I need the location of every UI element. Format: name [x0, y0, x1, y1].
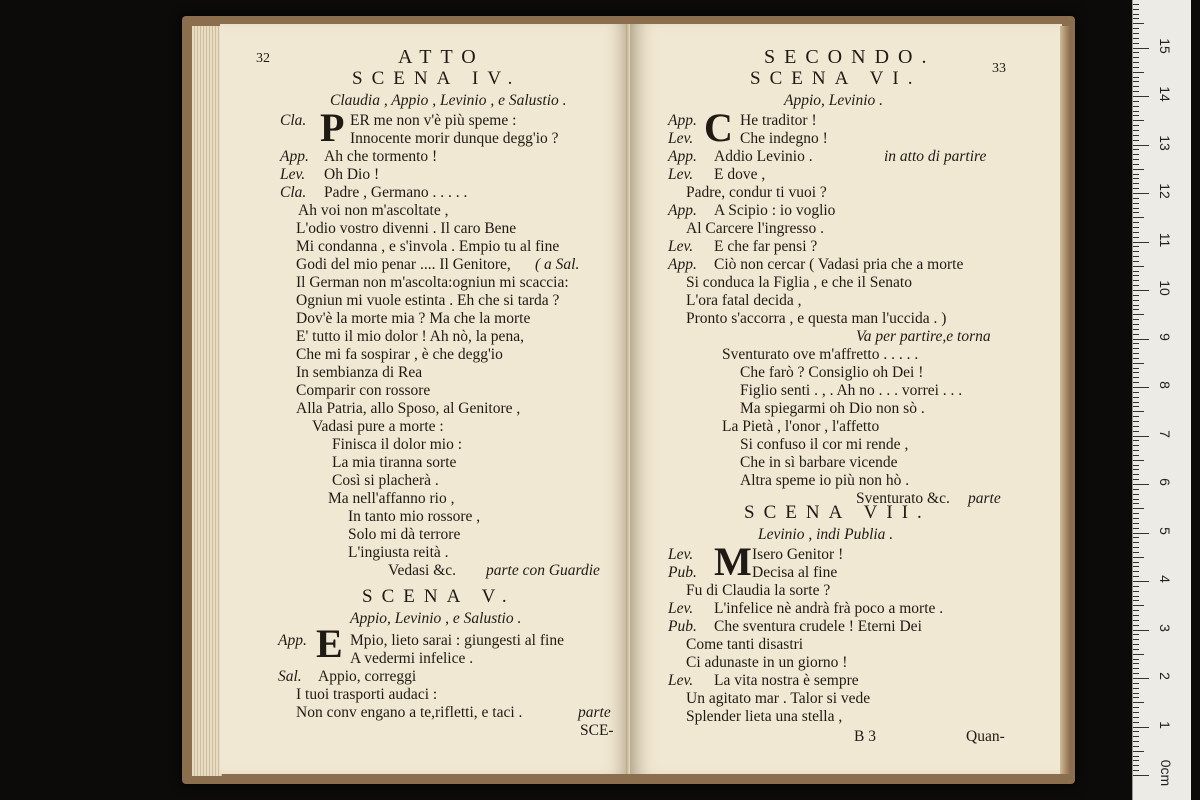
running-head: SECONDO. — [764, 46, 936, 68]
ruler-tick — [1133, 81, 1139, 82]
verse-line: Padre , Germano . . . . . — [324, 184, 468, 201]
verse-line: L'ora fatal decida , — [686, 292, 802, 309]
drop-cap: C — [704, 105, 733, 150]
ruler-tick — [1133, 101, 1139, 102]
ruler-tick — [1133, 271, 1139, 272]
ruler-tick — [1133, 562, 1139, 563]
ruler-tick — [1133, 353, 1139, 354]
ruler-tick — [1133, 620, 1139, 621]
ruler-tick — [1133, 411, 1144, 412]
ruler-tick — [1133, 339, 1149, 340]
ruler-tick — [1133, 693, 1139, 694]
ruler-tick — [1133, 402, 1139, 403]
ruler-tick — [1133, 169, 1144, 170]
ruler-tick — [1133, 222, 1139, 223]
verse-line: Che mi fa sospirar , è che degg'io — [296, 346, 503, 363]
ruler-tick — [1133, 67, 1139, 68]
catchword: Quan- — [966, 728, 1005, 745]
ruler-tick — [1133, 242, 1149, 243]
ruler-tick — [1133, 43, 1139, 44]
ruler-tick — [1133, 392, 1139, 393]
verse-line: Splender lieta una stella , — [686, 708, 843, 725]
ruler-tick — [1133, 431, 1139, 432]
ruler-tick — [1133, 465, 1139, 466]
verse-line: Isero Genitor ! — [752, 546, 844, 563]
ruler-tick — [1133, 649, 1139, 650]
verse-line: Che sventura crudele ! Eterni Dei — [714, 618, 922, 635]
verse-line: Sventurato ove m'affretto . . . . . — [722, 346, 919, 363]
verse-line: Così si placherà . — [332, 472, 439, 489]
verse-line: Ma spiegarmi oh Dio non sò . — [740, 400, 925, 417]
ruler-tick — [1133, 33, 1139, 34]
speaker: Lev. — [668, 600, 694, 617]
ruler-tick — [1133, 208, 1139, 209]
ruler-tick — [1133, 174, 1139, 175]
ruler-tick — [1133, 23, 1144, 24]
ruler-tick — [1133, 450, 1139, 451]
ruler-tick — [1133, 237, 1139, 238]
ruler-tick — [1133, 644, 1139, 645]
verse-line: Si confuso il cor mi rende , — [740, 436, 909, 453]
ruler-tick — [1133, 479, 1139, 480]
ruler-tick — [1133, 14, 1139, 15]
ruler-tick — [1133, 154, 1139, 155]
ruler-tick — [1133, 731, 1139, 732]
ruler-tick — [1133, 503, 1139, 504]
ruler-tick — [1133, 372, 1139, 373]
ruler-tick — [1133, 343, 1139, 344]
verse-line: Comparir con rossore — [296, 382, 431, 399]
ruler-tick — [1133, 314, 1144, 315]
verse-line: Che in sì barbare vicende — [740, 454, 898, 471]
right-page — [630, 24, 1062, 774]
ruler-tick — [1133, 770, 1139, 771]
verse-line: Alla Patria, allo Sposo, al Genitore , — [296, 400, 521, 417]
verse-line: Ci adunaste in un giorno ! — [686, 654, 848, 671]
speaker: Lev. — [668, 546, 694, 563]
ruler-tick — [1133, 746, 1139, 747]
scene-characters: Appio, Levinio . — [784, 92, 884, 109]
verse-line: He traditor ! — [740, 112, 817, 129]
ruler-tick — [1133, 440, 1139, 441]
verse-line: Ma nell'affanno rio , — [328, 490, 455, 507]
ruler-tick — [1133, 426, 1139, 427]
ruler-tick — [1133, 329, 1139, 330]
ruler-tick — [1133, 557, 1144, 558]
ruler-number: 0cm — [1158, 759, 1174, 787]
ruler-tick — [1133, 96, 1149, 97]
ruler-tick — [1133, 547, 1139, 548]
ruler-tick — [1133, 309, 1139, 310]
ruler-number: 9 — [1157, 332, 1173, 341]
verse-line: Fu di Claudia la sorte ? — [686, 582, 831, 599]
ruler-tick — [1133, 775, 1149, 776]
ruler-tick — [1133, 397, 1139, 398]
ruler-tick — [1133, 421, 1139, 422]
verse-line: Il German non m'ascolta:ogniun mi scaccia: — [296, 274, 569, 291]
scene-title: SCENA VII. — [744, 502, 931, 523]
scene-characters: Appio, Levinio , e Salustio . — [350, 610, 522, 627]
ruler-tick — [1133, 130, 1139, 131]
stage-direction: parte con Guardie — [486, 562, 600, 579]
ruler-tick — [1133, 382, 1139, 383]
speaker: App. — [668, 202, 697, 219]
verse-line: E che far pensi ? — [714, 238, 818, 255]
verse-line: Si conduca la Figlia , e che il Senato — [686, 274, 912, 291]
speaker: Pub. — [668, 564, 697, 581]
verse-line: Sventurato &c. — [856, 490, 950, 507]
ruler-tick — [1133, 571, 1139, 572]
verse-line: Al Carcere l'ingresso . — [686, 220, 824, 237]
ruler-tick — [1133, 120, 1144, 121]
ruler-tick — [1133, 387, 1149, 388]
ruler-tick — [1133, 377, 1139, 378]
ruler-tick — [1133, 630, 1149, 631]
page-edges-right — [1060, 26, 1070, 774]
catchword: SCE- — [580, 722, 614, 739]
speaker: Cla. — [280, 112, 307, 129]
verse-line: A Scipio : io voglio — [714, 202, 836, 219]
ruler-tick — [1133, 518, 1139, 519]
ruler-tick — [1133, 135, 1139, 136]
verse-line: Padre, condur ti vuoi ? — [686, 184, 827, 201]
ruler-tick — [1133, 688, 1139, 689]
ruler-tick — [1133, 48, 1149, 49]
ruler-tick — [1133, 91, 1139, 92]
running-head: ATTO — [398, 46, 485, 68]
ruler-tick — [1133, 188, 1139, 189]
ruler-tick — [1133, 256, 1139, 257]
ruler-tick — [1133, 756, 1139, 757]
verse-line: Vadasi pure a morte : — [312, 418, 444, 435]
measurement-ruler — [1132, 0, 1191, 800]
ruler-tick — [1133, 736, 1139, 737]
ruler-tick — [1133, 203, 1139, 204]
verse-line: E dove , — [714, 166, 766, 183]
ruler-tick — [1133, 542, 1139, 543]
ruler-tick — [1133, 663, 1139, 664]
ruler-tick — [1133, 455, 1139, 456]
scene-title: SCENA IV. — [352, 68, 522, 89]
verse-line: La mia tiranna sorte — [332, 454, 457, 471]
verse-line: Ah voi non m'ascoltate , — [298, 202, 449, 219]
ruler-number: 2 — [1157, 672, 1173, 680]
ruler-tick — [1133, 363, 1144, 364]
ruler-tick — [1133, 86, 1139, 87]
ruler-number: 1 — [1157, 720, 1173, 729]
ruler-number: 11 — [1157, 232, 1173, 247]
ruler-tick — [1133, 566, 1139, 567]
ruler-tick — [1133, 52, 1139, 53]
ruler-tick — [1133, 678, 1149, 679]
verse-line: Solo mi dà terrore — [348, 526, 461, 543]
ruler-tick — [1133, 654, 1144, 655]
ruler-tick — [1133, 149, 1139, 150]
ruler-tick — [1133, 751, 1144, 752]
ruler-tick — [1133, 712, 1139, 713]
ruler-tick — [1133, 72, 1144, 73]
verse-line: Altra speme io più non hò . — [740, 472, 910, 489]
ruler-tick — [1133, 552, 1139, 553]
ruler-tick — [1133, 125, 1139, 126]
ruler-tick — [1133, 193, 1149, 194]
ruler-tick — [1133, 722, 1139, 723]
ruler-number: 12 — [1157, 183, 1173, 199]
ruler-tick — [1133, 717, 1139, 718]
ruler-number: 5 — [1157, 526, 1173, 535]
page-number: 32 — [256, 51, 270, 66]
verse-line: L'ingiusta reità . — [348, 544, 449, 561]
ruler-tick — [1133, 275, 1139, 276]
scene-characters: Claudia , Appio , Levinio , e Salustio . — [330, 92, 567, 109]
ruler-tick — [1133, 358, 1139, 359]
verse-line: Figlio senti . , . Ah no . . . vorrei . . . — [740, 382, 963, 399]
ruler-tick — [1133, 600, 1139, 601]
ruler-number: 10 — [1157, 280, 1173, 296]
ruler-tick — [1133, 668, 1139, 669]
ruler-tick — [1133, 741, 1139, 742]
ruler-tick — [1133, 232, 1139, 233]
speaker: App. — [668, 148, 697, 165]
ruler-tick — [1133, 77, 1139, 78]
ruler-tick — [1133, 494, 1139, 495]
verse-line: Mpio, lieto sarai : giungesti al fine — [350, 632, 564, 649]
stage-direction: ( a Sal. — [535, 256, 580, 273]
verse-line: Decisa al fine — [752, 564, 838, 581]
ruler-tick — [1133, 581, 1149, 582]
stage-direction: parte — [968, 490, 1001, 507]
verse-line: ER me non v'è più speme : — [350, 112, 517, 129]
scene-title: SCENA VI. — [750, 68, 922, 89]
ruler-tick — [1133, 460, 1144, 461]
verse-line: Finisca il dolor mio : — [332, 436, 463, 453]
speaker: Lev. — [668, 238, 694, 255]
ruler-tick — [1133, 145, 1149, 146]
speaker: App. — [278, 632, 307, 649]
ruler-tick — [1133, 57, 1139, 58]
ruler-tick — [1133, 659, 1139, 660]
ruler-tick — [1133, 164, 1139, 165]
verse-line: E' tutto il mio dolor ! Ah nò, la pena, — [296, 328, 524, 345]
verse-line: I tuoi trasporti audaci : — [296, 686, 438, 703]
ruler-tick — [1133, 436, 1149, 437]
left-page — [220, 24, 630, 774]
speaker: Lev. — [668, 166, 694, 183]
verse-line: Come tanti disastri — [686, 636, 804, 653]
ruler-tick — [1133, 198, 1139, 199]
verse-line: Vedasi &c. — [388, 562, 457, 579]
verse-line: La vita nostra è sempre — [714, 672, 859, 689]
stage-direction: parte — [578, 704, 611, 721]
ruler-tick — [1133, 683, 1139, 684]
ruler-tick — [1133, 499, 1139, 500]
ruler-tick — [1133, 217, 1144, 218]
ruler-tick — [1133, 484, 1149, 485]
ruler-tick — [1133, 285, 1139, 286]
ruler-number: 14 — [1157, 86, 1173, 102]
ruler-tick — [1133, 4, 1139, 5]
ruler-tick — [1133, 290, 1149, 291]
ruler-tick — [1133, 760, 1139, 761]
ruler-tick — [1133, 319, 1139, 320]
ruler-number: 6 — [1157, 478, 1173, 486]
verse-line: Addio Levinio . — [714, 148, 813, 165]
ruler-number: 8 — [1157, 381, 1173, 389]
ruler-tick — [1133, 348, 1139, 349]
ruler-tick — [1133, 508, 1144, 509]
ruler-tick — [1133, 523, 1139, 524]
verse-line: Un agitato mar . Talor si vede — [686, 690, 871, 707]
ruler-tick — [1133, 533, 1149, 534]
ruler-number: 15 — [1157, 37, 1173, 54]
ruler-tick — [1133, 183, 1139, 184]
ruler-tick — [1133, 212, 1139, 213]
verse-line: L'odio vostro divenni . Il caro Bene — [296, 220, 517, 237]
ruler-tick — [1133, 673, 1139, 674]
speaker: App. — [668, 112, 697, 129]
verse-line: Innocente morir dunque degg'io ? — [350, 130, 559, 147]
signature-mark: B 3 — [854, 728, 876, 745]
ruler-tick — [1133, 727, 1149, 728]
stage-direction: in atto di partire — [884, 148, 987, 165]
verse-line: Ciò non cercar ( Vadasi pria che a morte — [714, 256, 964, 273]
ruler-tick — [1133, 707, 1139, 708]
verse-line: Che indegno ! — [740, 130, 828, 147]
verse-line: La Pietà , l'onor , l'affetto — [722, 418, 880, 435]
verse-line: A vedermi infelice . — [350, 650, 474, 667]
ruler-tick — [1133, 537, 1139, 538]
ruler-tick — [1133, 111, 1139, 112]
drop-cap: E — [316, 621, 343, 666]
ruler-tick — [1133, 280, 1139, 281]
speaker: Lev. — [280, 166, 306, 183]
drop-cap: M — [714, 539, 752, 584]
verse-line: Oh Dio ! — [324, 166, 380, 183]
speaker: Pub. — [668, 618, 697, 635]
ruler-tick — [1133, 324, 1139, 325]
ruler-tick — [1133, 251, 1139, 252]
speaker: Cla. — [280, 184, 307, 201]
ruler-tick — [1133, 227, 1139, 228]
verse-line: Dov'è la morte mia ? Ma che la morte — [296, 310, 531, 327]
verse-line: Pronto s'accorra , e questa man l'uccida . ) — [686, 310, 947, 327]
speaker: App. — [280, 148, 309, 165]
stage-direction: Va per partire,e torna — [856, 328, 991, 345]
ruler-tick — [1133, 596, 1139, 597]
page-edges — [192, 26, 222, 776]
ruler-tick — [1133, 246, 1139, 247]
ruler-tick — [1133, 178, 1139, 179]
ruler-tick — [1133, 406, 1139, 407]
ruler-tick — [1133, 586, 1139, 587]
ruler-tick — [1133, 697, 1139, 698]
ruler-tick — [1133, 416, 1139, 417]
drop-cap: P — [320, 105, 345, 150]
speaker: Lev. — [668, 672, 694, 689]
ruler-tick — [1133, 140, 1139, 141]
ruler-tick — [1133, 106, 1139, 107]
ruler-tick — [1133, 639, 1139, 640]
ruler-tick — [1133, 266, 1144, 267]
scene-title: SCENA V. — [362, 586, 516, 607]
ruler-tick — [1133, 28, 1139, 29]
verse-line: Ogniun mi vuole estinta . Eh che si tarda ? — [296, 292, 560, 309]
verse-line: In tanto mio rossore , — [348, 508, 481, 525]
ruler-tick — [1133, 38, 1139, 39]
ruler-tick — [1133, 615, 1139, 616]
ruler-tick — [1133, 474, 1139, 475]
ruler-tick — [1133, 115, 1139, 116]
ruler-tick — [1133, 9, 1139, 10]
ruler-tick — [1133, 625, 1139, 626]
speaker: Sal. — [278, 668, 302, 685]
speaker: Lev. — [668, 130, 694, 147]
verse-line: In sembianza di Rea — [296, 364, 423, 381]
ruler-tick — [1133, 576, 1139, 577]
ruler-tick — [1133, 528, 1139, 529]
ruler-number: 7 — [1157, 429, 1173, 438]
ruler-tick — [1133, 368, 1139, 369]
verse-line: Ah che tormento ! — [324, 148, 438, 165]
verse-line: L'infelice nè andrà frà poco a morte . — [714, 600, 944, 617]
ruler-tick — [1133, 18, 1139, 19]
ruler-tick — [1133, 605, 1144, 606]
ruler-tick — [1133, 159, 1139, 160]
verse-line: Che farò ? Consiglio oh Dei ! — [740, 364, 924, 381]
verse-line: Godi del mio penar .... Il Genitore, — [296, 256, 511, 273]
ruler-tick — [1133, 610, 1139, 611]
ruler-number: 4 — [1157, 575, 1173, 583]
ruler-number: 3 — [1157, 623, 1173, 632]
verse-line: Non conv engano a te,rifletti, e taci . — [296, 704, 523, 721]
ruler-tick — [1133, 489, 1139, 490]
page-number: 33 — [992, 61, 1006, 76]
ruler-tick — [1133, 634, 1139, 635]
speaker: App. — [668, 256, 697, 273]
ruler-tick — [1133, 591, 1139, 592]
verse-line: Appio, correggi — [318, 668, 417, 685]
ruler-tick — [1133, 469, 1139, 470]
ruler-tick — [1133, 334, 1139, 335]
ruler-tick — [1133, 295, 1139, 296]
ruler-tick — [1133, 261, 1139, 262]
ruler-tick — [1133, 765, 1139, 766]
scene-characters: Levinio , indi Publia . — [758, 526, 894, 543]
ruler-number: 13 — [1157, 134, 1173, 151]
ruler-tick — [1133, 300, 1139, 301]
ruler-tick — [1133, 513, 1139, 514]
ruler-tick — [1133, 702, 1144, 703]
ruler-tick — [1133, 305, 1139, 306]
ruler-tick — [1133, 445, 1139, 446]
ruler-tick — [1133, 62, 1139, 63]
verse-line: Mi condanna , e s'invola . Empio tu al fine — [296, 238, 560, 255]
